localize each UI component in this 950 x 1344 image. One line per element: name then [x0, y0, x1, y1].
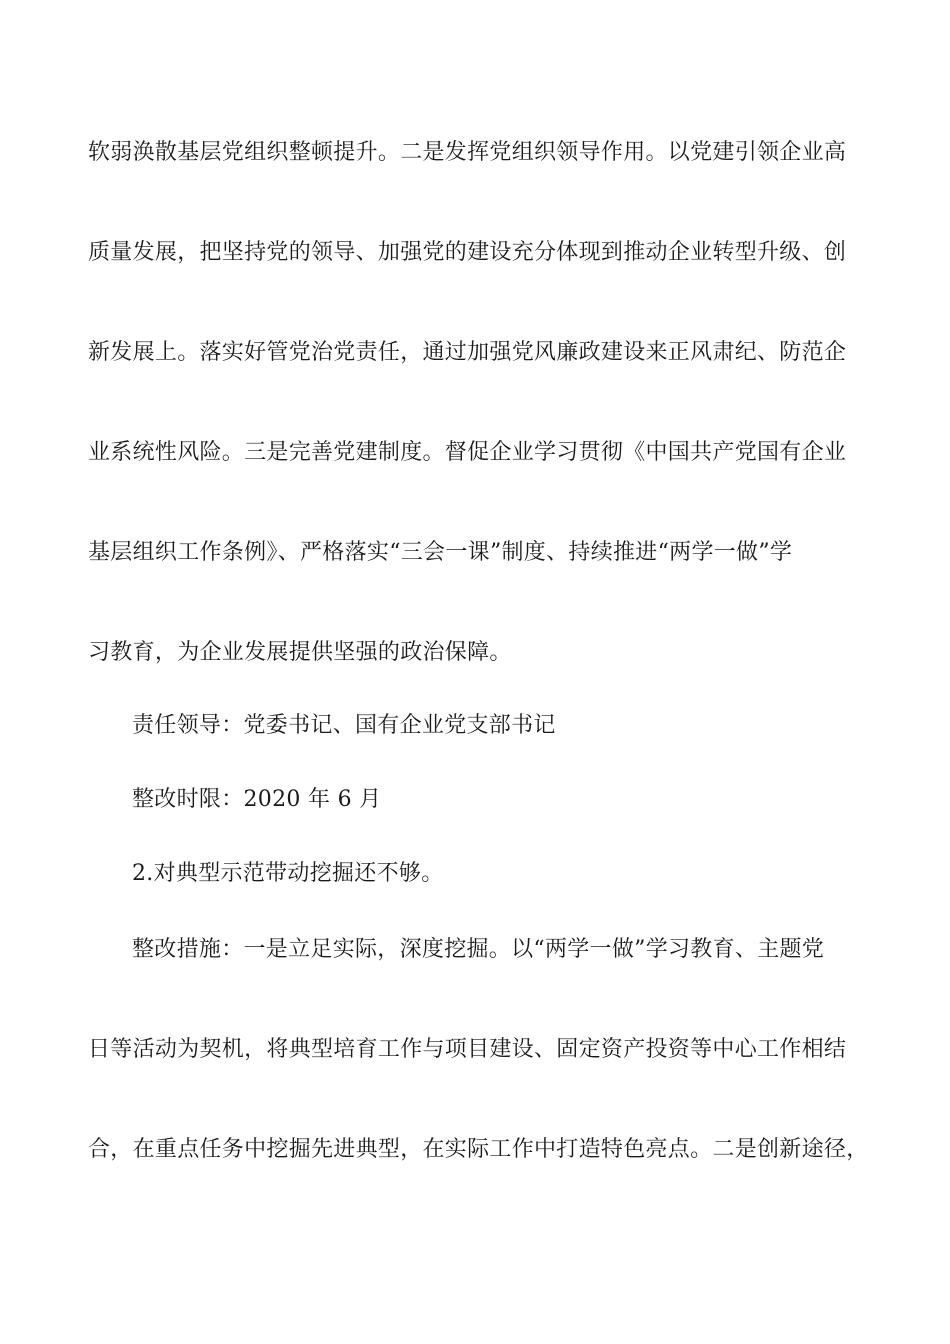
paragraph-line-5: 基层组织工作条例》、严格落实“三会一课”制度、持续推进“两学一做”学 [88, 540, 793, 565]
measures-line-1: 整改措施：一是立足实际，深度挖掘。以“两学一做”学习教育、主题党 [132, 937, 825, 962]
rectification-deadline: 整改时限：2020 年 6 月 [132, 787, 382, 812]
measures-line-3: 合，在重点任务中挖掘先进典型，在实际工作中打造特色亮点。二是创新途径， [88, 1137, 869, 1162]
paragraph-line-3: 新发展上。落实好管党治党责任，通过加强党风廉政建设来正风肃纪、防范企 [88, 340, 847, 365]
paragraph-line-4: 业系统性风险。三是完善党建制度。督促企业学习贯彻《中国共产党国有企业 [88, 440, 847, 465]
responsible-leader: 责任领导：党委书记、国有企业党支部书记 [132, 713, 556, 738]
paragraph-line-6: 习教育，为企业发展提供坚强的政治保障。 [88, 640, 512, 665]
paragraph-line-1: 软弱涣散基层党组织整顿提升。二是发挥党组织领导作用。以党建引领企业高 [88, 140, 847, 165]
item-heading: 2.对典型示范带动挖掘还不够。 [132, 861, 444, 886]
measures-line-2: 日等活动为契机，将典型培育工作与项目建设、固定资产投资等中心工作相结 [88, 1037, 847, 1062]
paragraph-line-2: 质量发展，把坚持党的领导、加强党的建设充分体现到推动企业转型升级、创 [88, 240, 847, 265]
